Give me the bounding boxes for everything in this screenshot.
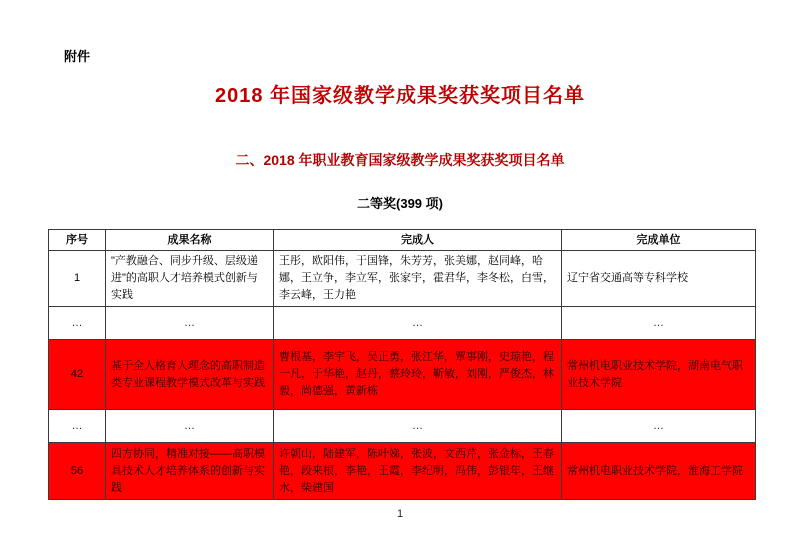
row-unit: 辽宁省交通高等专科学校 (562, 251, 756, 307)
table-header-row (49, 230, 756, 251)
row-unit: … (562, 307, 756, 340)
col-header-index: 序号 (49, 230, 106, 251)
row-people: 许朝山，陆建军，陈叶娣，张波，文西芹，张金标，王春艳，段来根，李艳，王霞，李纪明，冯伟，彭银年，王继水，柴建国 (274, 443, 562, 500)
row-index: 42 (49, 340, 106, 410)
award-level-title: 二等奖(399 项) (357, 196, 443, 211)
col-header-people: 完成人 (274, 230, 562, 251)
table-row-highlighted (49, 443, 756, 500)
row-name: … (106, 307, 274, 340)
table-row-highlighted (49, 340, 756, 410)
page-title: 2018 年国家级教学成果奖获奖项目名单 (214, 85, 586, 107)
col-header-unit: 完成单位 (562, 230, 756, 251)
row-name: … (106, 410, 274, 443)
row-index: … (49, 410, 106, 443)
row-unit: 常州机电职业技术学院，湖南电气职业技术学院 (562, 340, 756, 410)
table-row-ellipsis (49, 307, 756, 340)
col-header-name: 成果名称 (106, 230, 274, 251)
row-name: "产教融合、同步升级、层级递进"的高职人才培养模式创新与实践 (106, 251, 274, 307)
row-name: 四方协同，精准对接——高职模具技术人才培养体系的创新与实践 (106, 443, 274, 500)
table-row (49, 251, 756, 307)
row-unit: 常州机电职业技术学院，淮海工学院 (562, 443, 756, 500)
row-index: 56 (49, 443, 106, 500)
row-people: 曹根基，李宇飞，吴正勇，张江华，覃事刚，史琼艳，程一凡，于华艳，赵丹，蔡玲玲，靳敏，刘刚，严俊杰，林毅，尚德强，黄新栋 (274, 340, 562, 410)
row-people: … (274, 307, 562, 340)
awards-table (48, 229, 756, 500)
row-unit: … (562, 410, 756, 443)
section-subtitle: 二、2018 年职业教育国家级教学成果奖获奖项目名单 (235, 152, 565, 168)
row-people: 王彤，欧阳伟，于国锋，朱芳芳，张美娜，赵同峰，哈娜，王立争，李立军，张家宇，霍君华，李冬松，白雪，李云峰，王力艳 (274, 251, 562, 307)
row-index: … (49, 307, 106, 340)
attachment-label: 附件 (64, 49, 91, 64)
row-people: … (274, 410, 562, 443)
page-number: 1 (396, 508, 404, 520)
row-index: 1 (49, 251, 106, 307)
row-name: 基于全人格育人理念的高职制造类专业课程教学模式改革与实践 (106, 340, 274, 410)
table-row-ellipsis (49, 410, 756, 443)
